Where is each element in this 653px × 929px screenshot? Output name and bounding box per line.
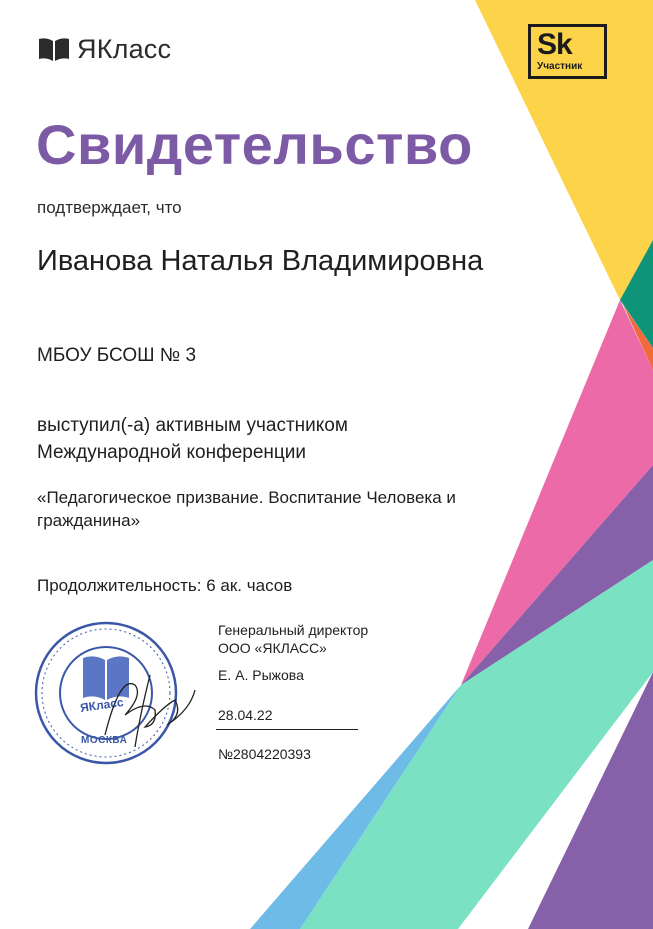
date-underline <box>216 729 358 730</box>
conference-title <box>37 486 507 532</box>
conference-line: гражданина» <box>37 511 141 530</box>
conference-line: «Педагогическое призвание. Воспитание Человека и <box>37 488 456 507</box>
issue-date: 28.04.22 <box>218 707 273 723</box>
position-line: Генеральный директор <box>218 622 369 638</box>
organization-name: МБОУ БСОШ № 3 <box>37 345 197 366</box>
brand-name: ЯКласс <box>77 34 172 64</box>
certificate-number: №2804220393 <box>218 746 311 762</box>
director-name: Е. А. Рыжова <box>218 667 304 683</box>
recipient-name: Иванова Наталья Владимировна <box>37 245 484 277</box>
badge-letters: Sk <box>537 28 572 61</box>
handwritten-signature <box>95 655 200 750</box>
certificate-title: Свидетельство <box>36 113 473 176</box>
company-line: ООО «ЯКЛАСС» <box>218 640 327 656</box>
confirms-text: подтверждает, что <box>37 198 182 217</box>
open-book-icon <box>37 37 71 62</box>
director-position <box>218 621 368 657</box>
participation-line: выступил(-а) активным участником <box>37 415 348 436</box>
participation-text <box>37 412 348 466</box>
duration-text: Продолжительность: 6 ак. часов <box>37 576 293 595</box>
brand-logo <box>37 34 171 65</box>
badge-label: Участник <box>537 61 583 72</box>
stamp-brand: ЯКласс <box>79 695 125 715</box>
participation-line: Международной конференции <box>37 442 307 463</box>
stamp-city: МОСКВА <box>81 735 128 746</box>
skolkovo-participant-badge <box>528 24 607 79</box>
